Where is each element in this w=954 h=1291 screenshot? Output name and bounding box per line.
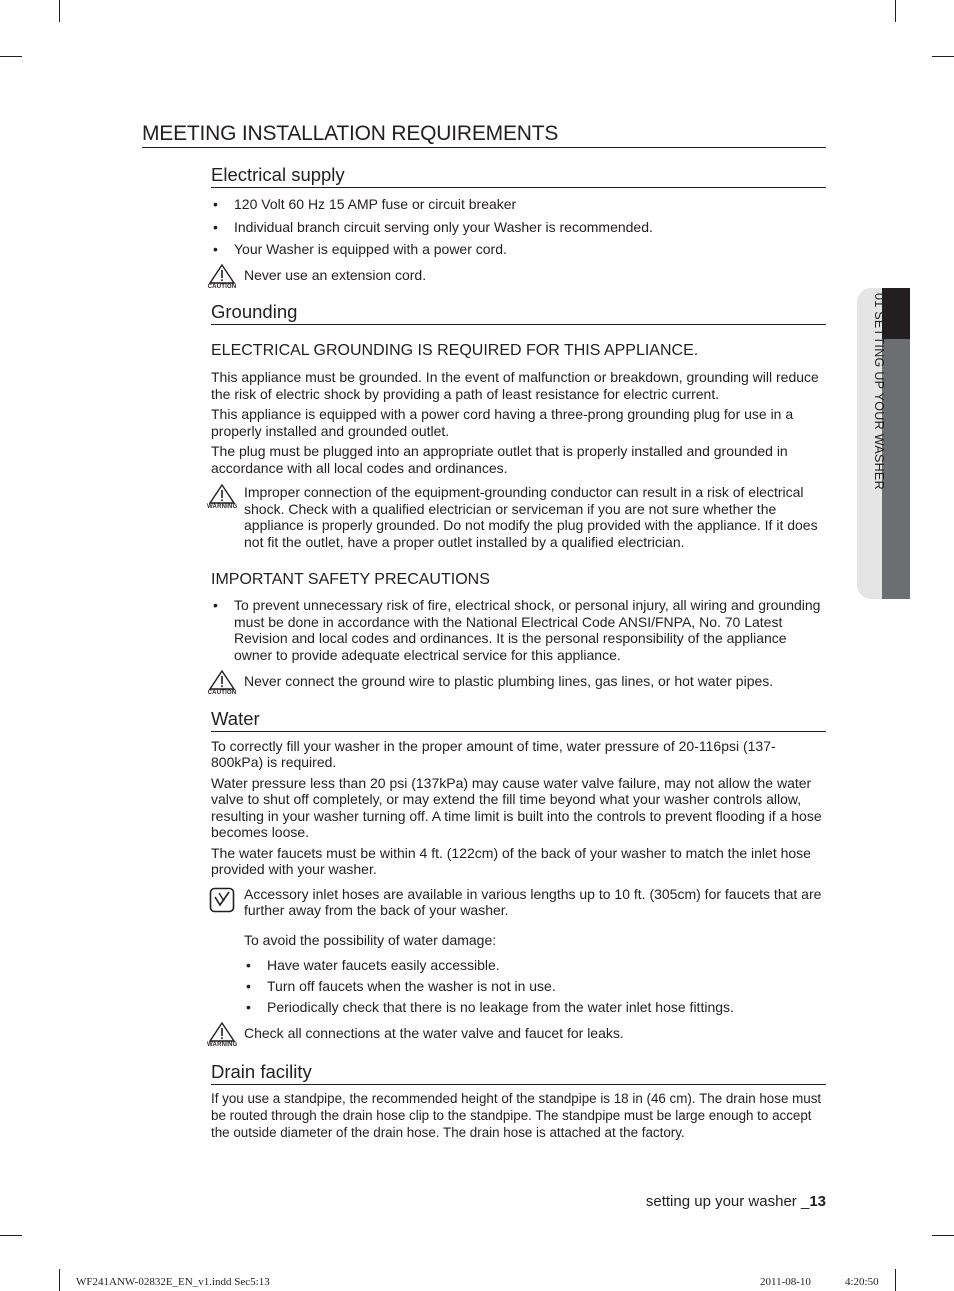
list-item: • Turn off faucets when the washer is not in use. bbox=[244, 978, 826, 995]
note-text: Accessory inlet hoses are available in various lengths up to 10 ft. (305cm) for faucets that are further away from the back of your washer. bbox=[244, 885, 822, 918]
list-item: • To prevent unnecessary risk of fire, electrical shock, or personal injury, all wiring and grounding must be done in accordance with the National Electrical Code ANSI/FNPA, No. 70 Latest Revision and local codes and ordinances. It is the personal responsibility of the appliance owner to provide adequate electrical service for this appliance. bbox=[211, 597, 826, 663]
electrical-heading: Electrical supply bbox=[211, 163, 826, 188]
caution-text: Never use an extension cord. bbox=[244, 266, 427, 283]
note-pencil-icon bbox=[207, 887, 237, 913]
caution-icon: CAUTION bbox=[207, 670, 237, 697]
warning-text: Check all connections at the water valve and faucet for leaks. bbox=[244, 1024, 624, 1041]
grounding-heading: Grounding bbox=[211, 300, 826, 325]
crop-mark bbox=[895, 0, 896, 22]
page-number: 13 bbox=[809, 1193, 826, 1210]
list-item: • Have water faucets easily accessible. bbox=[244, 957, 826, 974]
page-title: MEETING INSTALLATION REQUIREMENTS bbox=[142, 121, 826, 148]
water-paragraph: Water pressure less than 20 psi (137kPa) may cause water valve failure, may not allow the water valve to shut off completely, or may extend the fill time beyond what your washer controls allow, resulting in your washer turning off. A time limit is built into the controls to prevent flooding if a hose becomes loose. bbox=[211, 774, 822, 840]
crop-mark bbox=[895, 1269, 896, 1291]
side-tab-marker bbox=[882, 288, 910, 339]
warning-note bbox=[207, 484, 826, 550]
warning-note bbox=[207, 1024, 826, 1048]
grounding-subheading: ELECTRICAL GROUNDING IS REQUIRED FOR THIS APPLIANCE. bbox=[211, 342, 699, 359]
list-item: • Individual branch circuit serving only your Washer is recommended. bbox=[211, 219, 826, 236]
caution-note bbox=[207, 266, 826, 290]
main-content bbox=[207, 163, 826, 1141]
caution-text: Never connect the ground wire to plastic plumbing lines, gas lines, or hot water pipes. bbox=[244, 673, 774, 689]
side-tab-label: 01 SETTING UP YOUR WASHER bbox=[872, 293, 886, 490]
water-paragraph: The water faucets must be within 4 ft. (122cm) of the back of your washer to match the inlet hose provided with your washer. bbox=[211, 844, 811, 877]
note-list bbox=[244, 957, 826, 1016]
footer-label: setting up your washer _ bbox=[645, 1193, 810, 1210]
water-heading: Water bbox=[211, 707, 826, 732]
list-item: • 120 Volt 60 Hz 15 AMP fuse or circuit breaker bbox=[211, 196, 826, 213]
electrical-list bbox=[211, 196, 826, 258]
warning-icon: WARNING bbox=[207, 484, 237, 511]
slug-time: 4:20:50 bbox=[845, 1276, 879, 1288]
warning-text: Improper connection of the equipment-grounding conductor can result in a risk of electrical shock. Check with a qualified electrician or serviceman if you are not sure whether the appliance is properly grounded. Do not modify the plug provided with the appliance. If it does not fit the outlet, have a proper outlet installed by a qualified electrician. bbox=[244, 484, 818, 550]
grounding-paragraph: The plug must be plugged into an appropriate outlet that is properly installed and grounded in accordance with all local codes and ordinances. bbox=[211, 443, 788, 476]
crop-mark bbox=[0, 1235, 22, 1236]
drain-heading: Drain facility bbox=[211, 1060, 826, 1085]
info-note bbox=[211, 886, 826, 1016]
caution-icon: CAUTION bbox=[207, 264, 237, 291]
crop-mark bbox=[0, 56, 22, 57]
page-footer bbox=[646, 1193, 826, 1210]
side-tab-bar bbox=[882, 339, 910, 599]
crop-mark bbox=[59, 1269, 60, 1291]
water-paragraph: To correctly fill your washer in the proper amount of time, water pressure of 20-116psi (137-800kPa) is required. bbox=[211, 737, 776, 770]
safety-heading: IMPORTANT SAFETY PRECAUTIONS bbox=[211, 571, 490, 588]
safety-list bbox=[211, 597, 826, 663]
slug-date: 2011-08-10 bbox=[760, 1276, 811, 1288]
list-item: • Your Washer is equipped with a power cord. bbox=[211, 241, 826, 258]
crop-mark bbox=[59, 0, 60, 22]
list-item: • Periodically check that there is no leakage from the water inlet hose fittings. bbox=[244, 999, 826, 1016]
crop-mark bbox=[932, 56, 954, 57]
grounding-paragraph: This appliance is equipped with a power cord having a three-prong grounding plug for use in a properly installed and grounded outlet. bbox=[211, 406, 794, 439]
slug-file: WF241ANW-02832E_EN_v1.indd Sec5:13 bbox=[76, 1276, 270, 1288]
caution-note bbox=[207, 673, 826, 696]
drain-paragraph: If you use a standpipe, the recommended height of the standpipe is 18 in (46 cm). The drain hose must be routed through the drain hose clip to the standpipe. The standpipe must be large enough to accept the outside diameter of the drain hose. The drain hose is attached at the factory. bbox=[211, 1091, 822, 1140]
grounding-paragraph: This appliance must be grounded. In the event of malfunction or breakdown, grounding will reduce the risk of electric shock by providing a path of least resistance for electric current. bbox=[211, 369, 819, 402]
note-intro: To avoid the possibility of water damage: bbox=[244, 931, 497, 948]
crop-mark bbox=[932, 1235, 954, 1236]
warning-icon: WARNING bbox=[207, 1022, 237, 1049]
